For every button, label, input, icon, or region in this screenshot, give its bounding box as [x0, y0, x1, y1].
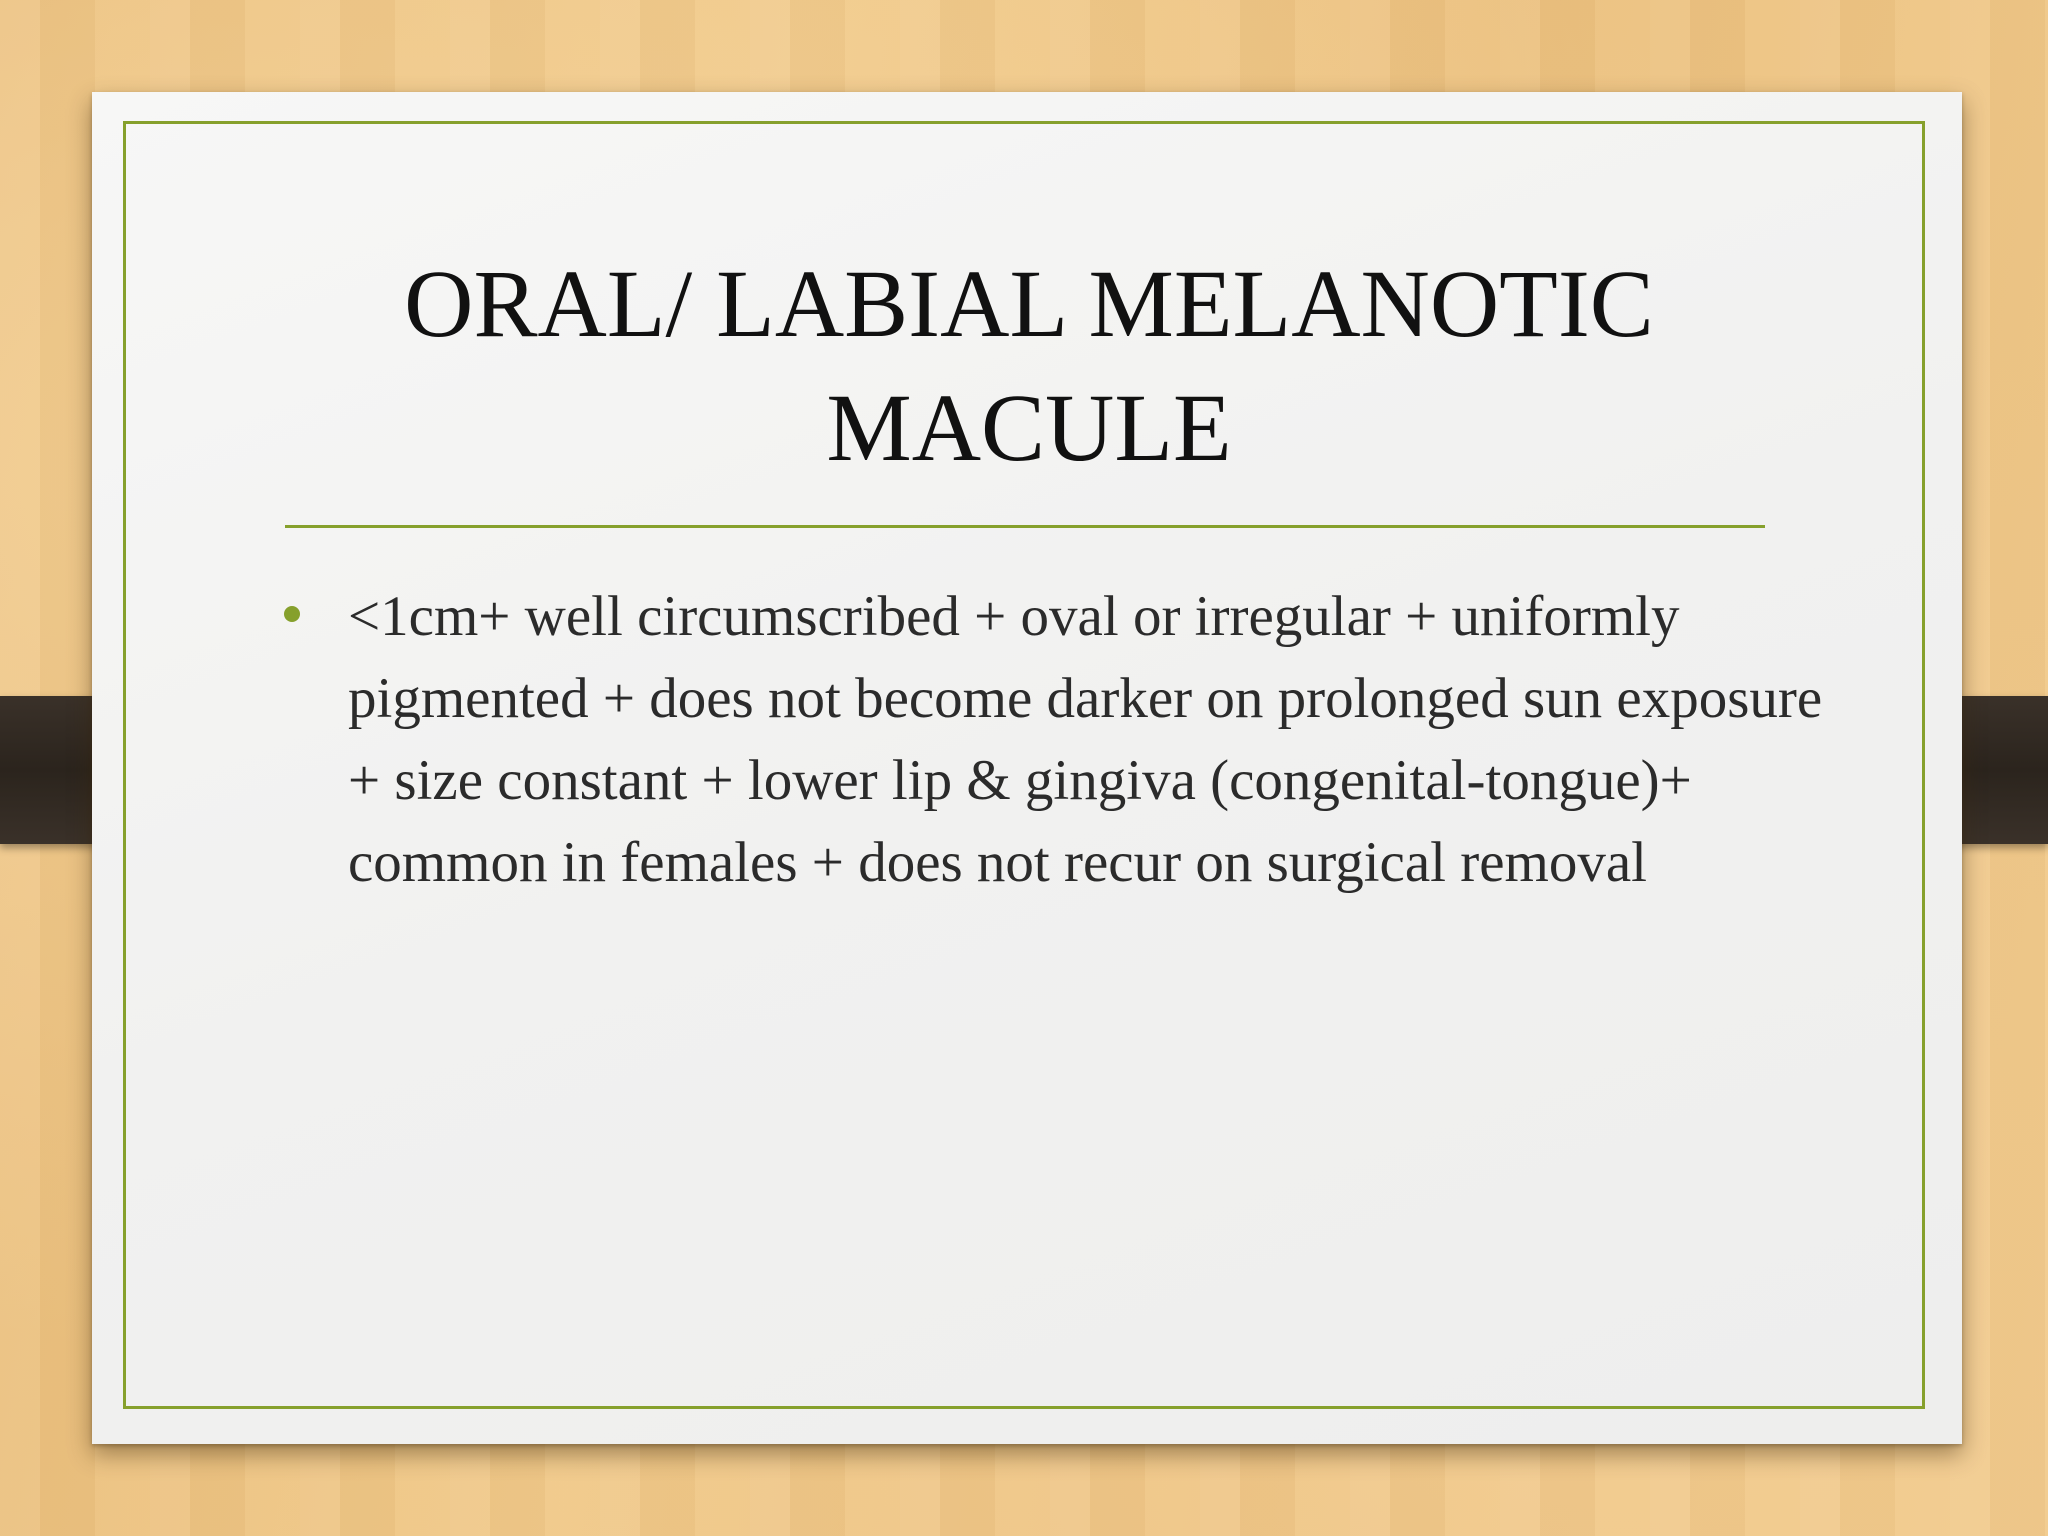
bullet-text: <1cm+ well circumscribed + oval or irregular + uniformly pigmented + does not become darker on prolonged sun exposure + size constant + lower lip & gingiva (congenital-tongue)+ common in females + does not recur on surgical removal [348, 585, 1823, 894]
bullet-item [284, 576, 1824, 904]
slide [92, 92, 1962, 1444]
bullet-list [284, 576, 1824, 904]
slide-title: ORAL/ LABIAL MELANOTIC MACULE [404, 250, 1654, 481]
title-divider [285, 525, 1765, 528]
bullet-dot-icon [284, 606, 300, 622]
